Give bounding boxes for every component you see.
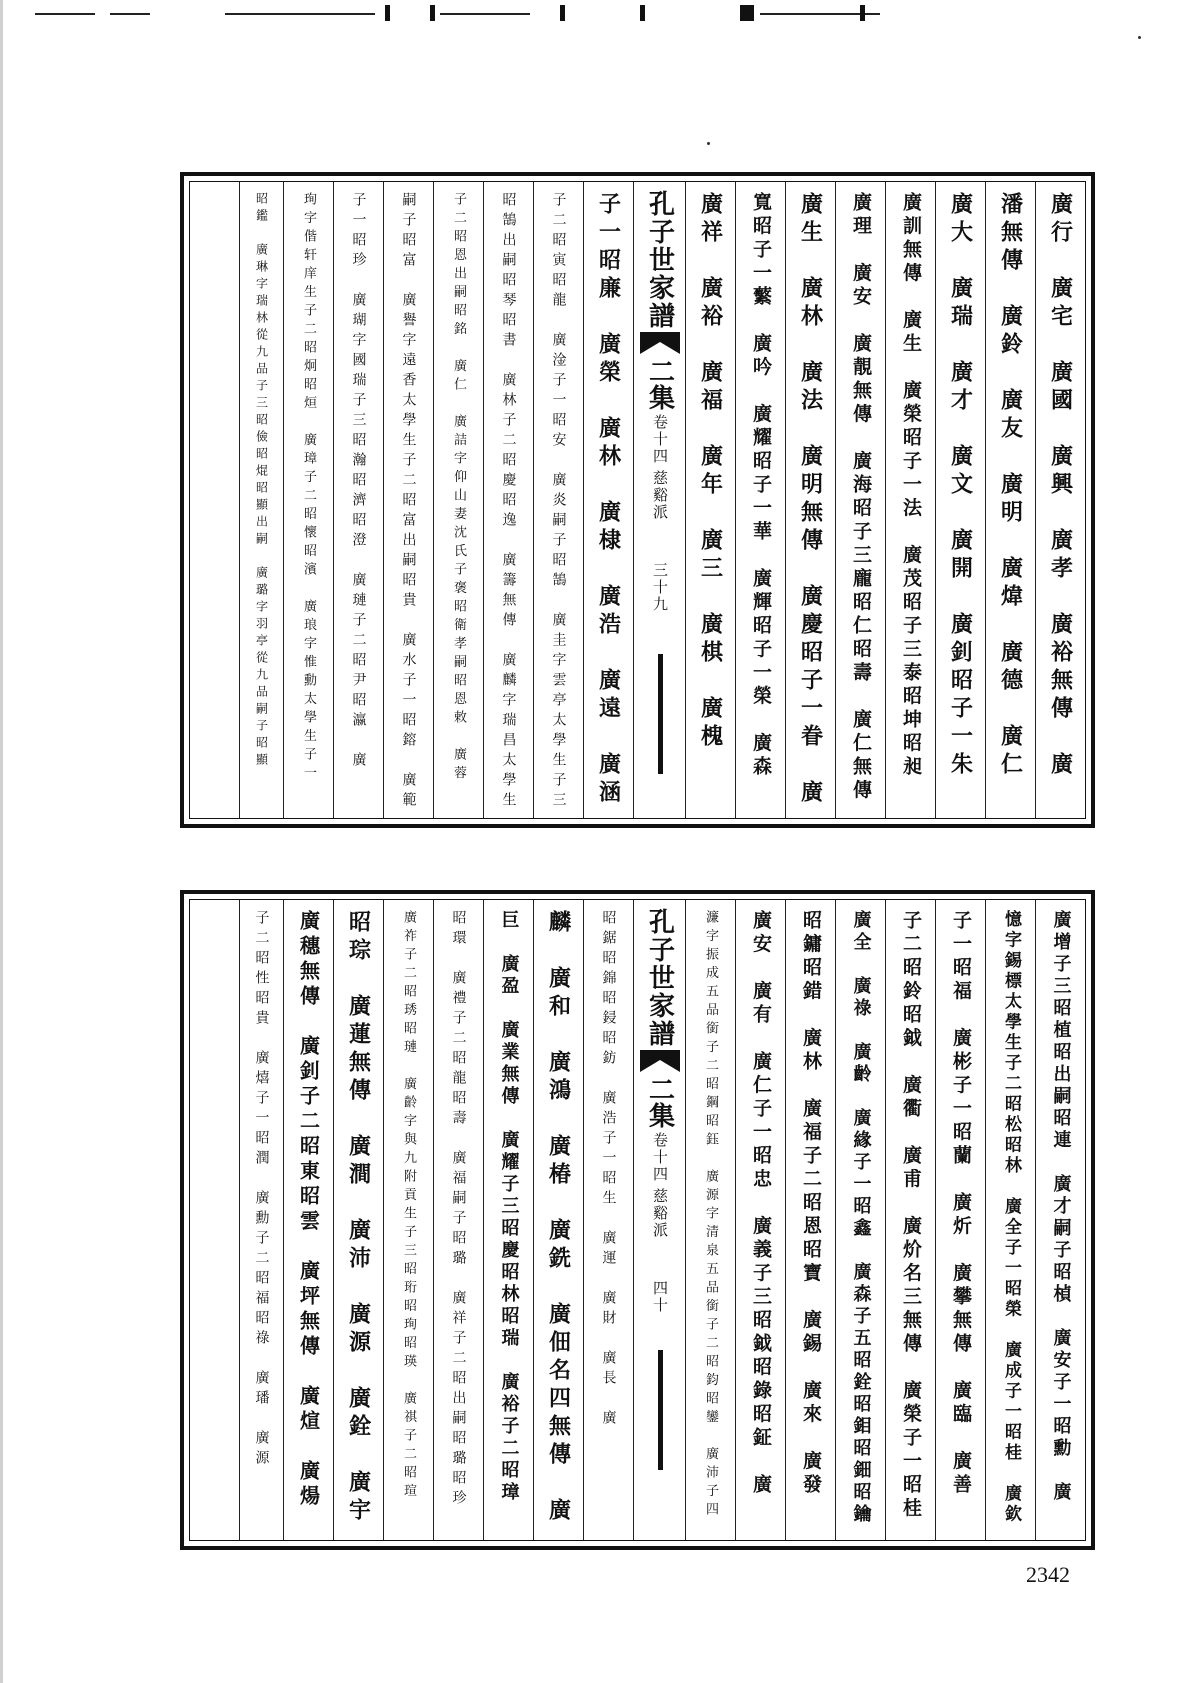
column-text: 憶字錫標太學生子二昭松昭林 廣全子一昭榮 廣成子一昭桂 廣欽 (1001, 910, 1021, 1525)
column-text: 子二昭恩出嗣昭銘 廣仁 廣詰字仰山妻沈氏子褒昭衛孝嗣昭恩敕 廣蓉 (451, 192, 466, 784)
text-column (1035, 900, 1085, 1540)
text-column (685, 182, 735, 818)
column-text: 嗣子昭富 廣譽字遠香太學生子二昭富出嗣昭貴 廣水子一昭鎔 廣範 (400, 192, 417, 812)
fishtail-ornament (640, 332, 680, 354)
branch-label: 慈谿派 (651, 1188, 669, 1239)
column-text: 子二昭性昭貴 廣熺子一昭潤 廣勳子二昭福昭祿 廣璠 廣源 (253, 910, 270, 1470)
scan-edge (0, 0, 3, 1683)
book-title: 孔子世家譜 (644, 190, 675, 330)
text-column (735, 182, 785, 818)
column-text: 子二昭鈴昭鉞 廣衢 廣甫 廣炌名三無傳 廣榮子一昭桂 (900, 910, 922, 1521)
genealogy-page-lower (180, 890, 1095, 1550)
column-text: 昭鑑 廣琳字瑞林從九品子三昭儉昭焜昭顯出嗣 廣璐字羽亭從九品嗣子昭顯 (254, 192, 269, 770)
text-column (785, 900, 835, 1540)
column-text: 廣大 廣瑞 廣才 廣文 廣開 廣釗昭子一朱 (947, 192, 974, 780)
column-text: 廣行 廣宅 廣國 廣興 廣孝 廣裕無傳 廣 (1047, 192, 1074, 780)
text-column (885, 900, 935, 1540)
column-text: 廣全 廣祿 廣齡 廣緣子一昭鑫 廣森子五昭銓昭鉬昭鈿昭鑰 (850, 910, 872, 1526)
column-text: 子一昭珍 廣瑚字國瑞子三昭瀚昭濟昭澄 廣璉子二昭尹昭瀛 廣 (350, 192, 367, 772)
text-column (583, 900, 633, 1540)
page-number: 2342 (1026, 1562, 1070, 1587)
column-text: 寬昭子一蘩 廣吟 廣耀昭子一華 廣輝昭子一榮 廣森 (750, 192, 772, 780)
spine-bar (658, 654, 663, 774)
column-text: 昭環 廣禮子二昭龍昭壽 廣福嗣子昭璐 廣祥子二昭出嗣昭璐昭珍 (450, 910, 467, 1510)
column-text: 廣理 廣安 廣靚無傳 廣海昭子三龐昭仁昭壽 廣仁無傳 (850, 192, 872, 803)
text-column (1035, 182, 1085, 818)
text-column (283, 182, 333, 818)
column-text: 潘無傳 廣鈴 廣友 廣明 廣煒 廣德 廣仁 (997, 192, 1024, 780)
spine-bar (658, 1350, 663, 1470)
column-text: 廣生 廣林 廣法 廣明無傳 廣慶昭子一眷 廣 (797, 192, 824, 808)
column-text: 珣字偕轩庠生子二昭炯昭烜 廣璋子二昭懷昭濱 廣琅字惟勳太學生子一 (301, 192, 316, 784)
text-column (835, 900, 885, 1540)
text-column (533, 900, 583, 1540)
text-column (885, 182, 935, 818)
page-spine (633, 900, 685, 1540)
text-column (483, 182, 533, 818)
text-column (283, 900, 333, 1540)
text-column (533, 182, 583, 818)
column-text: 昭琮 廣蓮無傳 廣澗 廣沛 廣源 廣銓 廣宇 (345, 910, 372, 1526)
series-label: 二集 (644, 358, 675, 410)
column-text: 子二昭寅昭龍 廣淦子一昭安 廣炎嗣子昭鵠 廣圭字雲亭太學生子三 (550, 192, 567, 812)
genealogy-page-upper (180, 172, 1095, 828)
volume-label: 卷十四 (651, 1132, 669, 1183)
column-text: 子一昭福 廣彬子一昭蘭 廣炘 廣攀無傳 廣臨 廣善 (950, 910, 972, 1498)
column-text: 廣安 廣有 廣仁子一昭忠 廣義子三昭鉞昭錄昭鉦 廣 (750, 910, 772, 1498)
text-column (239, 182, 283, 818)
text-column (583, 182, 633, 818)
text-column (985, 900, 1035, 1540)
text-column (985, 182, 1035, 818)
text-column (785, 182, 835, 818)
text-column (433, 182, 483, 818)
page-spine (633, 182, 685, 818)
text-column (433, 900, 483, 1540)
page-label: 四十 (651, 1280, 669, 1314)
column-text: 廣增子三昭植昭出嗣昭連 廣才嗣子昭楨 廣安子一昭勳 廣 (1050, 910, 1072, 1504)
column-text: 麟 廣和 廣鴻 廣椿 廣銑 廣佃名四無傳 廣 (545, 910, 572, 1526)
text-column (935, 182, 985, 818)
text-column (383, 900, 433, 1540)
text-column (735, 900, 785, 1540)
series-label: 二集 (644, 1076, 675, 1128)
page-label: 三十九 (651, 562, 669, 613)
text-column (935, 900, 985, 1540)
scan-speck (707, 142, 710, 145)
column-text: 昭鵠出嗣昭琴昭書 廣林子二昭慶昭逸 廣籌無傳 廣麟字瑞昌太學生 (500, 192, 517, 812)
text-column (333, 182, 383, 818)
column-text: 廣祥 廣裕 廣福 廣年 廣三 廣棋 廣槐 (697, 192, 724, 752)
text-column (383, 182, 433, 818)
book-title: 孔子世家譜 (644, 908, 675, 1048)
column-text: 廣祚子二昭琇昭璉 廣齡字與九附貢生子三昭珩昭珣昭瑛 廣祺子二昭瑄 (401, 910, 416, 1502)
column-text: 昭鏞昭錯 廣林 廣福子二昭恩昭寶 廣錫 廣來 廣發 (800, 910, 822, 1498)
text-column (685, 900, 735, 1540)
text-column (333, 900, 383, 1540)
column-text: 昭鋸昭錦昭鋟昭鈁 廣浩子一昭生 廣運 廣財 廣長 廣 (600, 910, 617, 1430)
volume-label: 卷十四 (651, 414, 669, 465)
column-text: 濂字振成五品銜子二昭鋼昭鈺 廣源字清泉五品銜子二昭鈞昭鑾 廣沛子四 (703, 910, 718, 1521)
text-column (239, 900, 283, 1540)
scan-top-strip (0, 0, 1190, 30)
column-text: 子一昭廉 廣榮 廣林 廣棣 廣浩 廣遠 廣涵 (595, 192, 622, 808)
fishtail-ornament (640, 1050, 680, 1072)
column-text: 廣穗無傳 廣釗子二昭東昭雲 廣坪無傳 廣煊 廣煬 (296, 910, 321, 1510)
scan-speck (1138, 36, 1141, 39)
text-column (835, 182, 885, 818)
column-text: 巨 廣盈 廣業無傳 廣耀子三昭慶昭林昭瑞 廣裕子二昭璋 (498, 910, 520, 1504)
branch-label: 慈谿派 (651, 470, 669, 521)
column-text: 廣訓無傳 廣生 廣榮昭子一法 廣茂昭子三泰昭坤昭昶 (900, 192, 922, 780)
text-column (483, 900, 533, 1540)
